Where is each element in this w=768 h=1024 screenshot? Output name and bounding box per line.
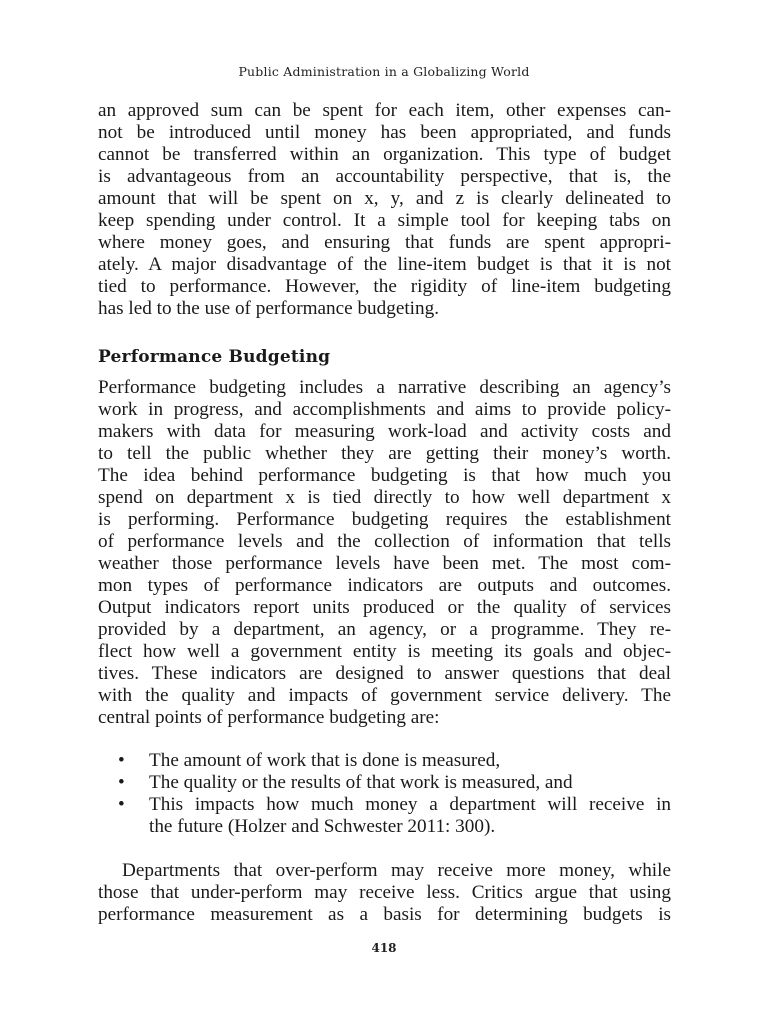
bullet-marker: •: [118, 750, 125, 771]
text-line: performance measurement as a basis for determining budgets is: [98, 904, 671, 925]
list-item: [98, 794, 671, 838]
paragraph-departments: [98, 860, 671, 926]
text-line: makers with data for measuring work-load and activity costs and: [98, 421, 671, 442]
text-line: provided by a department, an agency, or a programme. They re-: [98, 619, 671, 640]
text-line: tives. These indicators are designed to answer questions that deal: [98, 663, 671, 684]
list-item: [98, 772, 671, 794]
text-line: This impacts how much money a department will receive in: [149, 794, 671, 815]
text-line: an approved sum can be spent for each item, other expenses can-: [98, 100, 671, 121]
section-heading: Performance Budgeting: [98, 347, 331, 367]
text-line: amount that will be spent on x, y, and z is clearly delineated to: [98, 188, 671, 209]
text-line: flect how well a government entity is meeting its goals and objec-: [98, 641, 671, 662]
text-line: to tell the public whether they are getting their money’s worth.: [98, 443, 671, 464]
bullet-list: [98, 750, 671, 838]
text-line: of performance levels and the collection of information that tells: [98, 531, 671, 552]
text-line: spend on department x is tied directly to how well department x: [98, 487, 671, 508]
bullet-marker: •: [118, 772, 125, 793]
text-line: Output indicators report units produced or the quality of services: [98, 597, 671, 618]
text-line: those that under-perform may receive less. Critics argue that using: [98, 882, 671, 903]
text-line: The quality or the results of that work is measured, and: [149, 772, 573, 793]
text-line: Departments that over-perform may receive more money, while: [122, 860, 671, 881]
text-line: is advantageous from an accountability perspective, that is, the: [98, 166, 671, 187]
text-line: ately. A major disadvantage of the line-item budget is that it is not: [98, 254, 671, 275]
text-line: tied to performance. However, the rigidity of line-item budgeting: [98, 276, 671, 297]
text-line: the future (Holzer and Schwester 2011: 300).: [149, 816, 496, 837]
text-line: with the quality and impacts of government service delivery. The: [98, 685, 671, 706]
text-line: central points of performance budgeting are:: [98, 707, 440, 728]
text-line: keep spending under control. It a simple tool for keeping tabs on: [98, 210, 671, 231]
text-line: not be introduced until money has been appropriated, and funds: [98, 122, 671, 143]
text-line: The amount of work that is done is measured,: [149, 750, 501, 771]
text-line: Performance budgeting includes a narrative describing an agency’s: [98, 377, 671, 398]
running-head: Public Administration in a Globalizing World: [238, 64, 530, 79]
text-line: cannot be transferred within an organization. This type of budget: [98, 144, 671, 165]
text-line: where money goes, and ensuring that funds are spent appropri-: [98, 232, 671, 253]
page-number: 418: [371, 941, 397, 955]
text-line: The idea behind performance budgeting is that how much you: [98, 465, 671, 486]
paragraph-line-item-budget: [98, 100, 671, 320]
text-line: is performing. Performance budgeting requires the establishment: [98, 509, 671, 530]
list-item: [98, 750, 671, 772]
paragraph-performance-budgeting: [98, 377, 671, 729]
text-line: work in progress, and accomplishments and aims to provide policy-: [98, 399, 671, 420]
text-line: weather those performance levels have been met. The most com-: [98, 553, 671, 574]
text-line: mon types of performance indicators are outputs and outcomes.: [98, 575, 671, 596]
text-line: has led to the use of performance budgeting.: [98, 298, 439, 319]
bullet-marker: •: [118, 794, 125, 815]
